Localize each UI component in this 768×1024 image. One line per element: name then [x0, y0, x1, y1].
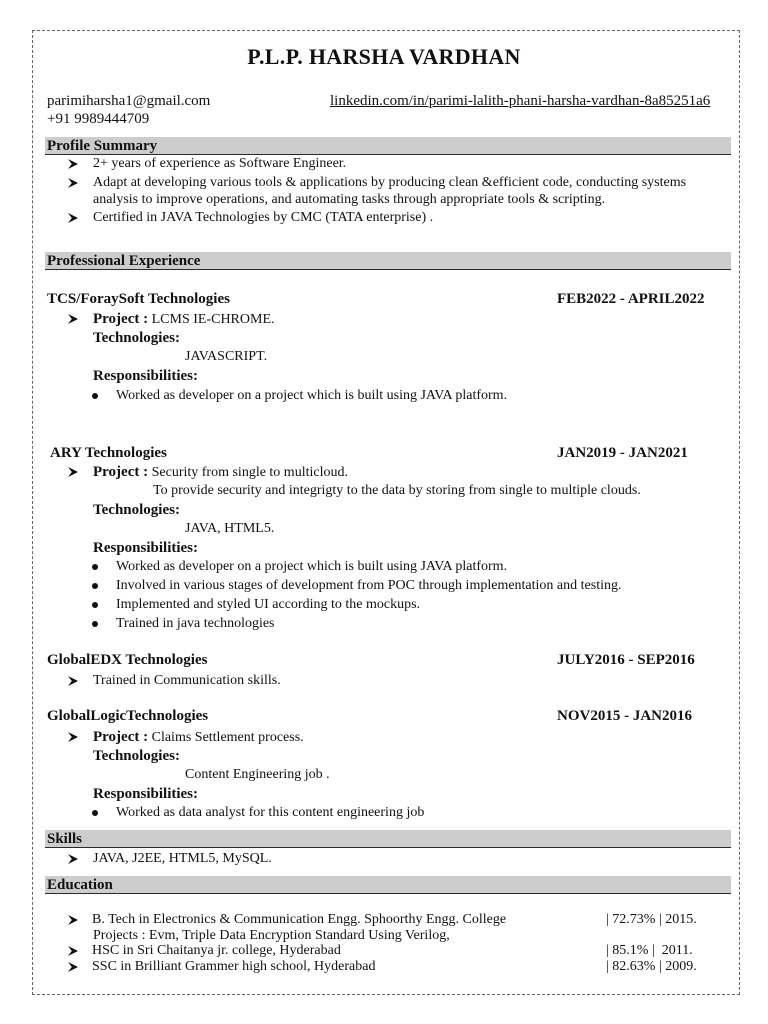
linkedin-link[interactable]: linkedin.com/in/parimi-lalith-phani-harsha-vardhan-8a85251a6: [330, 93, 711, 109]
responsibility-item: Worked as developer on a project which is built using JAVA platform.: [116, 388, 508, 403]
responsibilities-label: Responsibilities:: [93, 540, 199, 556]
responsibility-item: Worked as developer on a project which is built using JAVA platform.: [116, 559, 508, 574]
project-line: [93, 464, 348, 481]
company-name: TCS/ForaySoft Technologies: [47, 291, 230, 307]
technologies-label: Technologies:: [93, 502, 180, 518]
skills-list: JAVA, J2EE, HTML5, MySQL.: [93, 851, 272, 866]
summary-item-continuation: analysis to improve operations, and automating tasks through appropriate tools & scripting.: [93, 192, 606, 207]
responsibilities-label: Responsibilities:: [93, 786, 199, 802]
section-header-profile-summary: [45, 137, 731, 155]
employment-dates: NOV2015 - JAN2016: [557, 708, 692, 724]
section-header-professional-experience: [45, 252, 731, 270]
education-result: | 72.73% | 2015.: [606, 912, 697, 927]
round-bullet-icon: [92, 393, 98, 399]
resume-name: P.L.P. HARSHA VARDHAN: [247, 44, 521, 69]
project-line: [93, 729, 304, 746]
summary-item: 2+ years of experience as Software Engineer.: [93, 156, 347, 171]
responsibility-item: Implemented and styled UI according to the mockups.: [116, 597, 421, 612]
education-qualification: SSC in Brilliant Grammer high school, Hyderabad: [92, 959, 376, 974]
section-title: Education: [47, 877, 113, 893]
project-label: Project :: [93, 311, 149, 327]
section-title: Professional Experience: [47, 253, 201, 269]
section-header-education: [45, 876, 731, 894]
phone-number: +91 9989444709: [47, 111, 150, 127]
summary-item: Adapt at developing various tools & applications by producing clean &efficient code, conducting systems: [93, 175, 687, 190]
education-qualification: B. Tech in Electronics & Communication Engg. Sphoorthy Engg. College: [92, 912, 507, 927]
project-detail: To provide security and integrigty to the data by storing from single to multiple clouds.: [153, 483, 641, 498]
education-qualification: HSC in Sri Chaitanya jr. college, Hyderabad: [92, 943, 341, 958]
summary-item: Certified in JAVA Technologies by CMC (TATA enterprise) .: [93, 210, 434, 225]
responsibility-item: Involved in various stages of development from POC through implementation and testing.: [116, 578, 622, 593]
technologies-label: Technologies:: [93, 330, 180, 346]
email-address: parimiharsha1@gmail.com: [47, 93, 211, 109]
project-label: Project :: [93, 729, 149, 745]
technologies-value: Content Engineering job .: [185, 767, 330, 782]
project-line: [93, 311, 275, 328]
round-bullet-icon: [92, 602, 98, 608]
company-name: ARY Technologies: [50, 445, 167, 461]
project-label: Project :: [93, 464, 149, 480]
round-bullet-icon: [92, 583, 98, 589]
responsibility-item: Trained in java technologies: [116, 616, 275, 631]
technologies-label: Technologies:: [93, 748, 180, 764]
employment-dates: FEB2022 - APRIL2022: [557, 291, 705, 307]
responsibility-item: Worked as data analyst for this content engineering job: [116, 805, 425, 820]
job-highlight: Trained in Communication skills.: [93, 673, 281, 688]
technologies-value: JAVA, HTML5.: [185, 521, 275, 536]
project-name: Security from single to multicloud.: [151, 465, 348, 480]
round-bullet-icon: [92, 564, 98, 570]
section-title: Skills: [47, 831, 83, 847]
section-title: Profile Summary: [47, 138, 158, 154]
employment-dates: JAN2019 - JAN2021: [557, 445, 688, 461]
project-name: LCMS IE-CHROME.: [151, 312, 275, 327]
technologies-value: JAVASCRIPT.: [185, 349, 268, 364]
employment-dates: JULY2016 - SEP2016: [557, 652, 695, 668]
company-name: GlobalLogicTechnologies: [47, 708, 209, 724]
responsibilities-label: Responsibilities:: [93, 368, 199, 384]
education-projects: Projects : Evm, Triple Data Encryption Standard Using Verilog,: [93, 928, 450, 943]
project-name: Claims Settlement process.: [151, 730, 304, 745]
company-name: GlobalEDX Technologies: [47, 652, 208, 668]
round-bullet-icon: [92, 810, 98, 816]
education-result: | 85.1% | 2011.: [606, 943, 693, 958]
section-header-skills: [45, 830, 731, 848]
education-result: | 82.63% | 2009.: [606, 959, 697, 974]
round-bullet-icon: [92, 621, 98, 627]
